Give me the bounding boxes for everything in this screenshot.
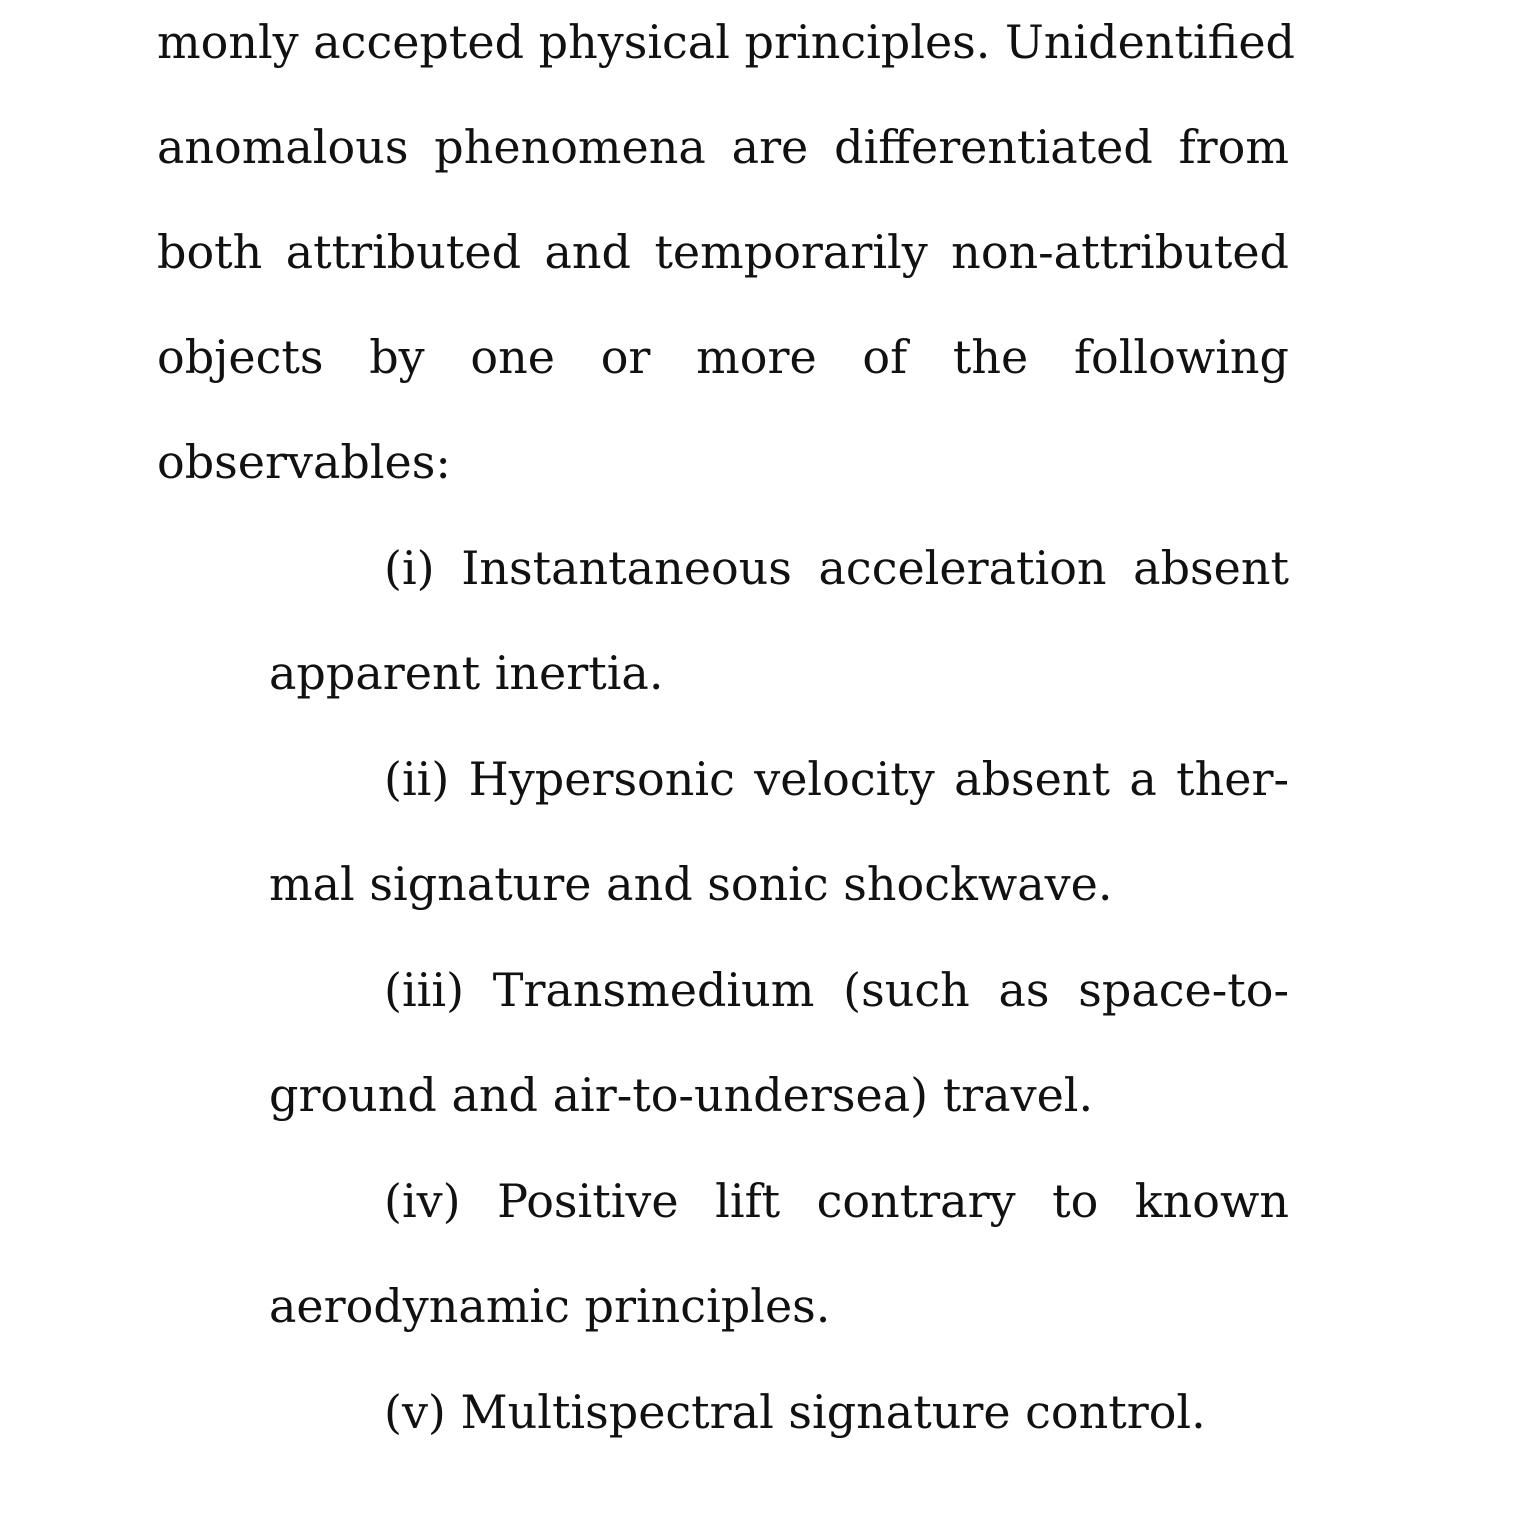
list-item-ii-line-2: mal signature and sonic shockwave.: [269, 857, 1113, 911]
intro-line-5: observables:: [157, 435, 451, 489]
list-item-iv-line-1: (iv) Positive lift contrary to known: [384, 1174, 1289, 1228]
list-item-v-line-1: (v) Multispectral signature control.: [384, 1385, 1206, 1439]
intro-line-4: objects by one or more of the following: [157, 330, 1289, 384]
list-item-i-line-1: (i) Instantaneous acceleration absent: [384, 541, 1289, 595]
intro-line-3: both attributed and temporarily non-attributed: [157, 225, 1289, 279]
intro-line-2: anomalous phenomena are differentiated from: [157, 120, 1289, 174]
list-item-iv-line-2: aerodynamic principles.: [269, 1279, 831, 1333]
list-item-iii-line-2: ground and air-to-undersea) travel.: [269, 1068, 1094, 1122]
intro-line-1: monly accepted physical principles. Unidentified: [157, 15, 1295, 69]
list-item-i-line-2: apparent inertia.: [269, 646, 664, 700]
list-item-ii-line-1: (ii) Hypersonic velocity absent a ther-: [384, 752, 1289, 806]
list-item-iii-line-1: (iii) Transmedium (such as space-to-: [384, 963, 1289, 1017]
